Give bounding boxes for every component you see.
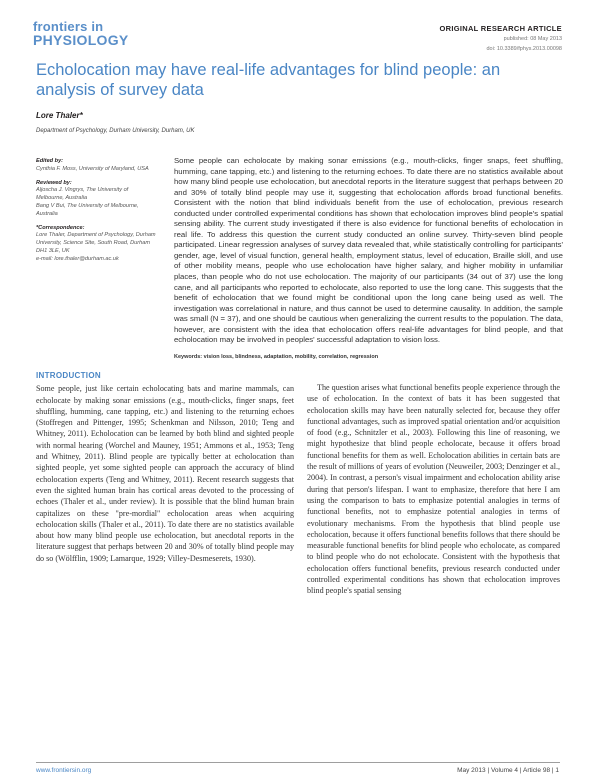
edited-by-text: Cynthia F. Moss, University of Maryland, USA — [36, 165, 149, 172]
reviewed-by-text: Aljoscha J. Vingrys, The University of Melbourne, Australia Bang V Bui, The University of Melbourne, Australia — [36, 187, 139, 217]
keywords — [174, 354, 378, 360]
footer-website[interactable]: www.frontiersin.org — [36, 767, 92, 774]
journal-logo — [33, 20, 143, 47]
body-column-right — [307, 382, 560, 597]
paragraph-left: Some people, just like certain echolocating bats and marine mammals, can echolocate by making sonar emissions (e.g., mouth-clicks, finger snaps, feet shuffling, humming, cane tapping, etc.) and listening to the returning echoes (Stoffregen and Pittenger, 1995; Schenkman and Nilsson, 2010; Teng and Whitney, 2011). Echolocation can be learned by both blind and sighted people with normal hearing (Worchel and Mauney, 1951; Ammons et al., 1953; Teng and Whitney, 2011). Blind people are typically better at echolocation than sighted people, yet some sighted people can approach the accuracy of blind echolocation experts (Teng and Whitney, 2011). Recent research suggests that even the sighted human brain has cortical areas devoted to the processing of echoes (Thaler et al., under review). It is possible that the blind human brain capitalizes on these "pre-mordial" echolocation areas when acquiring echolocation skills (Thaler et al., 2011). To date there are no statistics available about how many blind people use echolocation, but anecdotal reports in the literature suggest that perhaps between 20 and 30% of totally blind people may do so (Wölfflin, 1909; Lamarque, 1929; Villey-Desmeserets, 1930). — [36, 384, 294, 563]
keywords-label: Keywords: — [174, 354, 203, 360]
correspondence-text: Lore Thaler, Department of Psychology, Durham University, Science Site, South Road, Durham DH1 3LE, UK e-mail: lore.thaler@durham.ac.uk — [36, 232, 156, 262]
article-type: ORIGINAL RESEARCH ARTICLE — [439, 24, 562, 33]
paragraph-right: The question arises what functional benefits people experience through the use of echolocation. In the context of bats it has been suggested that echolocation skills may have been naturally selected for, because they offer functional advantages, such as improved spatial orientation and/or acquisition of food (e.g., Schnitzler et al., 2003). Following this line of reasoning, we might hypothesize that blind people echolocate, because it offers broad functional benefits for them as well. Echolocation abilities in certain bats are the result of millions of years of evolution (Neuweiler, 2003; Denzinger et al., 2004). In contrast, a person's visual impairment and echolocation ability arise during that person's lifespan. I want to emphasize, therefore that here I am using the comparison to bats to emphasize potential analogies in terms of functional benefits, not to emphasize potential analogies in terms of evolutionary mechanisms. From the hypothesis that blind people use echolocation, because it offers functional benefits follows that there should be measurable functional benefits for blind people who echolocate, as compared to blind people who do not echolocate. Consistent with the hypothesis that echolocation offers functional benefits, previous research conducted under controlled experimental conditions has shown that echolocation improves blind people's spatial sensing — [307, 383, 560, 596]
section-heading-introduction: INTRODUCTION — [36, 371, 101, 380]
logo-line-journal: PHYSIOLOGY — [33, 32, 129, 48]
article-title: Echolocation may have real-life advantages for blind people: an analysis of survey data — [36, 61, 501, 99]
body-column-left — [36, 370, 294, 564]
editorial-sidebar — [36, 158, 156, 270]
footer-citation: May 2013 | Volume 4 | Article 98 | 1 — [457, 767, 559, 774]
reviewed-by-label: Reviewed by: — [36, 179, 72, 186]
author-affiliation: Department of Psychology, Durham University, Durham, UK — [36, 128, 195, 134]
published-date: published: 08 May 2013 — [503, 36, 562, 42]
footer-divider — [36, 762, 560, 763]
author-name: Lore Thaler* — [36, 111, 83, 120]
logo-line-frontiers: frontiers in — [33, 19, 104, 34]
correspondence-label: *Correspondence: — [36, 224, 85, 231]
publication-info — [439, 24, 562, 53]
edited-by-label: Edited by: — [36, 158, 64, 164]
abstract: Some people can echolocate by making sonar emissions (e.g., mouth-clicks, finger snaps, feet shuffling, humming, cane tapping, etc.) and listening to the returning echoes. To date there are no statistics available about how many blind people use echolocation, but anecdotal reports in the literature suggest that perhaps between 20 and 30% of totally blind people may use it, suggesting that echolocation affords broad functional benefits. Consistent with the notion that blind individuals benefit from the use of echolocation, previous research conducted under controlled experimental conditions has shown that echolocation improves blind people's spatial sensing ability. The current study investigated if there is also evidence for functional benefits of echolocation in real life. To address this question the current study conducted an online survey. Thirty-seven blind people participated. Linear regression analyses of survey data revealed that, while statistically controlling for participants' gender, age, level of visual function, general health, employment status, level of education, Braille skill, and use of other mobility means, people who use echolocation have higher salary, and higher mobility in unfamiliar places, than people who do not use echolocation. The majority of our participants (34 out of 37) use the long cane, and all participants who reported to echolocate, also reported to use the long cane. This suggests that the benefit of echolocation that we found might be conditional upon the long cane being used as well. The investigation was correlational in nature, and thus cannot be used to determine causality. In addition, the sample was small (N = 37), and one should be cautious when generalizing the current results to the population. The data, however, are consistent with the idea that echolocation offers real-life advantages for blind people, and that echolocation may be involved in peoples' successful adaptation to vision loss. — [174, 156, 563, 345]
doi[interactable]: doi: 10.3389/fphys.2013.00098 — [486, 46, 562, 52]
keywords-list: vision loss, blindness, adaptation, mobility, correlation, regression — [203, 354, 379, 360]
